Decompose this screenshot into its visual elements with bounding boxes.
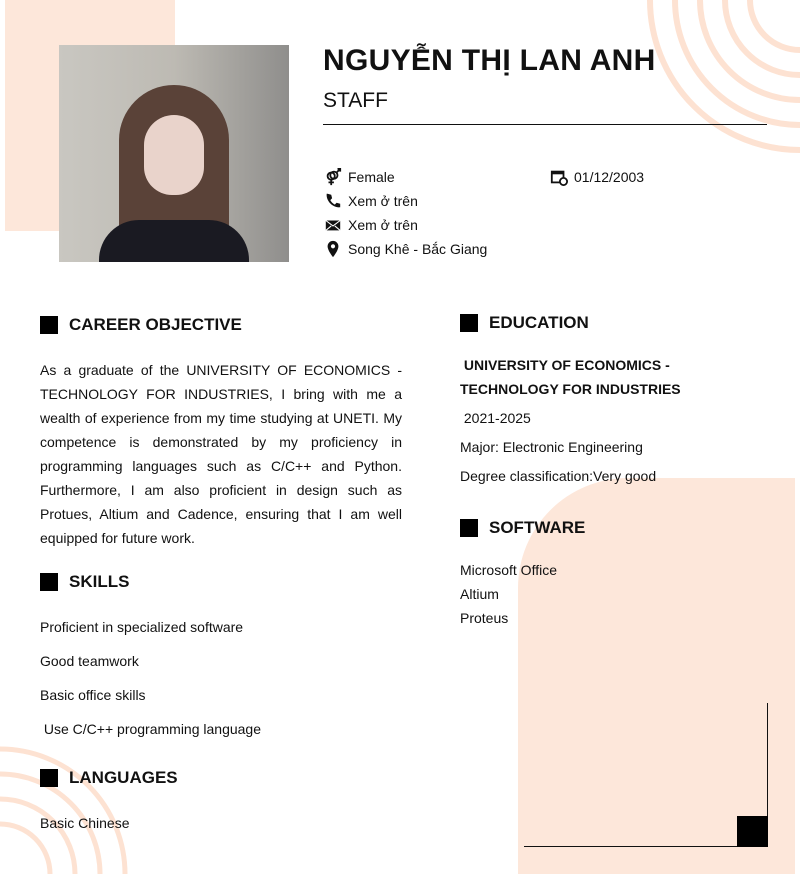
candidate-name: NGUYỄN THỊ LAN ANH <box>323 44 656 77</box>
heading-marker <box>40 769 58 787</box>
heading-text: CAREER OBJECTIVE <box>69 315 242 334</box>
software-heading <box>460 518 585 538</box>
heading-text: EDUCATION <box>489 313 589 332</box>
header-divider <box>323 124 767 125</box>
languages-heading <box>40 768 178 788</box>
skill-item: Good teamwork <box>40 653 139 669</box>
heading-text: LANGUAGES <box>69 768 178 787</box>
gender-value: Female <box>348 169 395 185</box>
heading-text: SKILLS <box>69 572 130 591</box>
address-row <box>324 240 487 258</box>
education-major: Major: Electronic Engineering <box>460 439 643 455</box>
education-school: UNIVERSITY OF ECONOMICS - TECHNOLOGY FOR INDUSTRIES <box>460 357 681 397</box>
skill-item: Use C/C++ programming language <box>40 721 262 737</box>
education-heading <box>460 313 589 333</box>
software-item: Altium <box>460 586 499 602</box>
heading-marker <box>40 573 58 591</box>
software-item: Proteus <box>460 610 509 626</box>
email-value: Xem ở trên <box>348 217 418 233</box>
education-years: 2021-2025 <box>460 410 531 426</box>
phone-value: Xem ở trên <box>348 193 418 209</box>
decor-arcs-bottom-left <box>0 745 180 874</box>
location-pin-icon <box>324 240 342 258</box>
heading-marker <box>460 314 478 332</box>
gender-row <box>324 168 395 186</box>
skill-item: Proficient in specialized software <box>40 619 244 635</box>
candidate-position: STAFF <box>323 89 388 112</box>
decor-corner-horizontal-line <box>524 846 768 847</box>
profile-photo <box>59 45 289 262</box>
envelope-icon <box>324 216 342 234</box>
birthdate-row <box>550 168 644 186</box>
phone-row <box>324 192 418 210</box>
career-objective-heading <box>40 315 242 335</box>
decor-corner-square <box>737 816 768 847</box>
heading-text: SOFTWARE <box>489 518 586 537</box>
calendar-icon <box>550 168 568 186</box>
phone-icon <box>324 192 342 210</box>
gender-icon <box>324 168 342 186</box>
skills-heading <box>40 572 129 592</box>
decor-arcs-top-right <box>620 0 800 160</box>
education-degree: Degree classification:Very good <box>460 468 657 484</box>
language-item: Basic Chinese <box>40 815 130 831</box>
software-item: Microsoft Office <box>460 562 557 578</box>
email-row <box>324 216 418 234</box>
career-objective-text: As a graduate of the UNIVERSITY OF ECONOMICS - TECHNOLOGY FOR INDUSTRIES, I bring with me a wealth of experience from my time studying at UNETI. My competence is demonstrated by my proficiency in programming languages such as C/C++ and Python. Furthermore, I am also proficient in design such as Protues, Altium and Cadence, ensuring that I am well equipped for future work. <box>40 362 402 546</box>
address-value: Song Khê - Bắc Giang <box>348 241 488 257</box>
heading-marker <box>40 316 58 334</box>
skill-item: Basic office skills <box>40 687 146 703</box>
birthdate-value: 01/12/2003 <box>574 169 645 185</box>
heading-marker <box>460 519 478 537</box>
